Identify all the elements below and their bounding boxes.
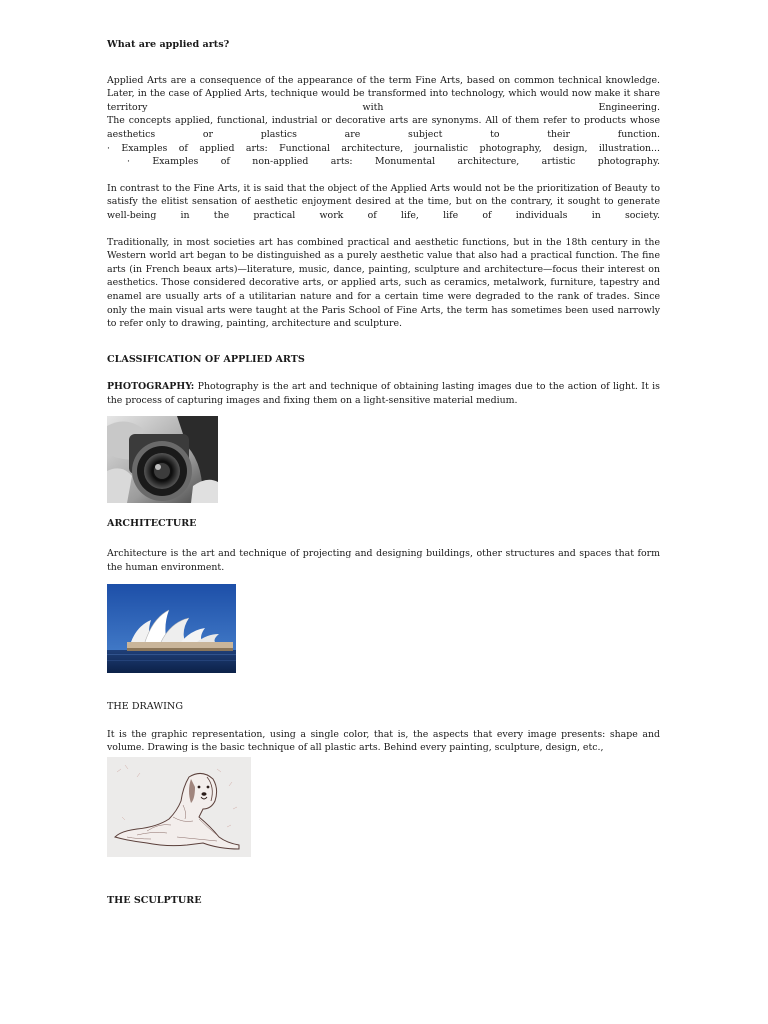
photography-lead: PHOTOGRAPHY: — [107, 381, 195, 393]
architecture-paragraph: Architecture is the art and technique of projecting and designing buildings, other structures and spaces that form the human environment. — [107, 548, 660, 573]
architecture-heading: ARCHITECTURE — [107, 518, 197, 530]
non-applied-examples-bullet: · Examples of non-applied arts: Monumental architecture, artistic photography. — [127, 156, 660, 168]
classification-heading: CLASSIFICATION OF APPLIED ARTS — [107, 353, 305, 365]
sydney-opera-house-image — [107, 584, 236, 673]
applied-examples-bullet: · Examples of applied arts: Functional architecture, journalistic photography, design, illustration... — [107, 142, 660, 154]
intro-line: Applied Arts are a consequence of the appearance of the term Fine Arts, based on common technical knowledge. — [107, 74, 660, 86]
page-title: What are applied arts? — [107, 39, 230, 50]
drawing-paragraph: It is the graphic representation, using a single color, that is, the aspects that every image presents: shape and volume. Drawing is the basic technique of all plastic arts. Behind every painting, sculpture, design, etc., — [107, 728, 660, 754]
intro-line: aesthetics or plastics are subject to their function. — [107, 128, 660, 140]
contrast-line: In contrast to the Fine Arts, it is said that the object of the Applied Arts would not be the prioritization of Beauty to — [107, 182, 660, 194]
intro-paragraph — [107, 74, 660, 169]
intro-line: Later, in the case of Applied Arts, technique would be transformed into technology, which would now make it share — [107, 88, 660, 100]
dog-drawing-image — [107, 757, 251, 857]
sculpture-heading: THE SCULPTURE — [107, 895, 202, 907]
photography-text: Photography is the art and technique of obtaining lasting images due to the action of light. It is the process of capturing images and fixing them on a light-sensitive material medium. — [107, 381, 660, 406]
intro-line: The concepts applied, functional, industrial or decorative arts are synonyms. All of them refer to products whose — [107, 115, 660, 127]
contrast-line: well-being in the practical work of life, life of individuals in society. — [107, 209, 660, 221]
contrast-paragraph — [107, 182, 660, 223]
camera-photo-image — [107, 416, 218, 503]
contrast-line: satisfy the elitist sensation of aesthetic enjoyment desired at the time, but on the contrary, it sought to generate — [107, 196, 660, 208]
intro-line: territory with Engineering. — [107, 101, 660, 113]
document-page — [107, 38, 660, 908]
drawing-heading: THE DRAWING — [107, 701, 183, 713]
traditionally-paragraph: Traditionally, in most societies art has combined practical and aesthetic functions, but in the 18th century in the Western world art began to be distinguished as a purely aesthetic value that also had a practical function. The fine arts (in French beaux arts)—literature, music, dance, painting, sculpture and architecture—focus their interest on aesthetics. Those considered decorative arts, or applied arts, such as ceramics, metalwork, furniture, tapestry and enamel are usually arts of a utilitarian nature and for a certain time were degraded to the rank of trades. Since only the main visual arts were taught at the Paris School of Fine Arts, the term has sometimes been used narrowly to refer only to drawing, painting, architecture and sculpture. — [107, 236, 660, 330]
photography-paragraph — [107, 380, 660, 407]
